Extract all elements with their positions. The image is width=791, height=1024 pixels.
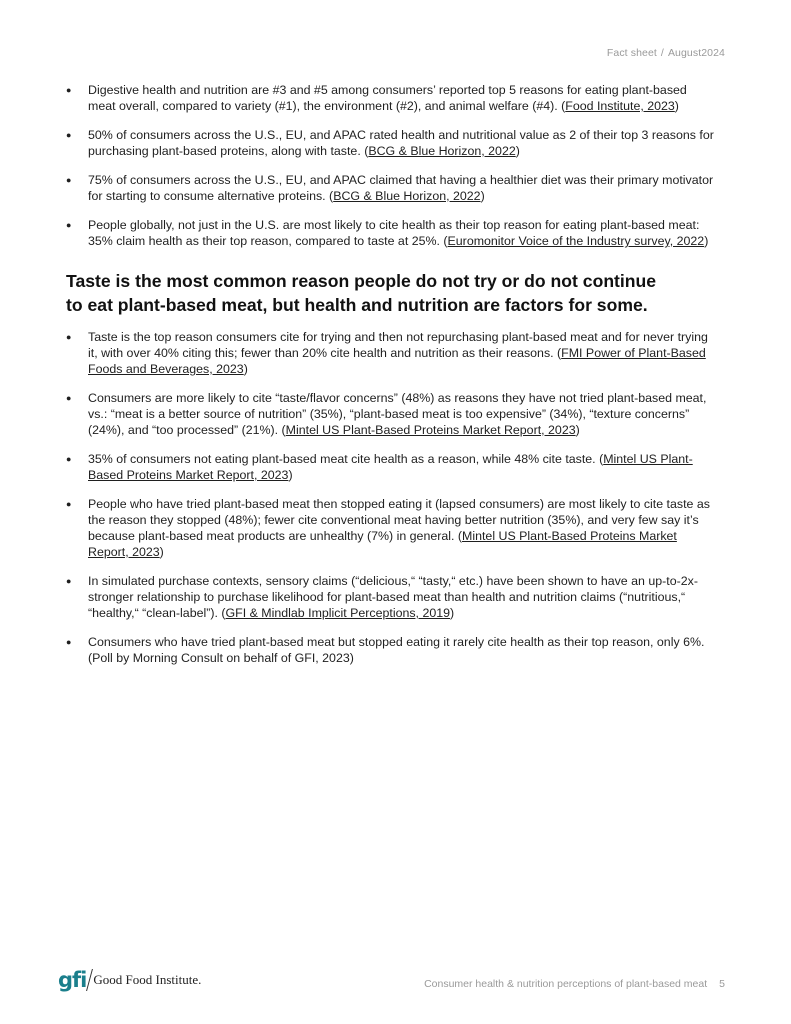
page-number: 5	[719, 978, 725, 990]
list-item	[66, 573, 716, 621]
header-separator: /	[660, 47, 664, 59]
list-item	[66, 127, 716, 159]
bullet-text: Digestive health and nutrition are #3 and #5 among consumers’ reported top 5 reasons for eating plant-based meat overall, compared to variety (#1), the environment (#2), and animal welfare (#4). (	[88, 83, 687, 113]
bullet-text: Taste is the top reason consumers cite for trying and then not repurchasing plant-based meat and for never trying it, with over 40% citing this; fewer than 20% cite health and nutrition as their reasons. (	[88, 330, 708, 360]
citation-link[interactable]: FMI Power of Plant-Based Foods and Beverages, 2023	[88, 346, 706, 376]
bullet-text: 35% of consumers not eating plant-based meat cite health as a reason, while 48% cite taste. (	[88, 452, 604, 466]
citation-link[interactable]: Food Institute, 2023	[565, 99, 675, 113]
header-meta	[607, 47, 725, 59]
doc-date: August2024	[667, 47, 725, 59]
bullet-text: People who have tried plant-based meat then stopped eating it (lapsed consumers) are most likely to cite taste as the reason they stopped (48%); fewer cite conventional meat having better nutrition (35%), and very few say it’s because plant-based meat products are unhealthy (7%) in general. (	[88, 497, 710, 543]
list-item	[66, 390, 716, 438]
bullet-tail: )	[575, 423, 580, 437]
citation-link[interactable]: Mintel US Plant-Based Proteins Market Report, 2023	[88, 452, 693, 482]
citation-link[interactable]: Euromonitor Voice of the Industry survey, 2022	[447, 234, 705, 248]
citation-link[interactable]: Mintel US Plant-Based Proteins Market Report, 2023	[88, 529, 677, 559]
bullet-tail: )	[159, 545, 164, 559]
doc-type: Fact sheet	[606, 47, 657, 59]
bullet-tail: )	[480, 189, 485, 203]
bullet-text: Consumers are more likely to cite “taste/flavor concerns” (48%) as reasons they have not tried plant-based meat, vs.: “meat is a better source of nutrition” (35%), “plant-based meat is too expensive” (34%), “texture concerns” (24%), and “too processed” (21%). (	[88, 391, 707, 437]
citation-link[interactable]: BCG & Blue Horizon, 2022	[368, 144, 516, 158]
citation-link[interactable]: BCG & Blue Horizon, 2022	[333, 189, 481, 203]
list-item	[66, 451, 716, 483]
report-title: Consumer health & nutrition perceptions of plant-based meat	[424, 978, 708, 990]
list-item	[66, 172, 716, 204]
list-item	[66, 217, 716, 249]
section1-list	[66, 82, 716, 249]
section2-list	[66, 329, 716, 666]
bullet-tail: )	[288, 468, 293, 482]
list-item	[66, 82, 716, 114]
bullet-tail: )	[515, 144, 520, 158]
bullet-tail: )	[704, 234, 709, 248]
gfi-logo-mark: gfi	[58, 968, 87, 992]
section-heading: Taste is the most common reason people do not try or do not continue to eat plant-based meat, but health and nutrition are factors for some.	[66, 271, 657, 315]
gfi-logo	[58, 968, 201, 992]
list-item	[66, 329, 716, 377]
bullet-tail: )	[674, 99, 679, 113]
bullet-text: In simulated purchase contexts, sensory claims (“delicious,“ “tasty,“ etc.) have been shown to have an up-to-2x-stronger relationship to purchase likelihood for plant-based meat than health and nutrition claims (“nutritious,“ “healthy,“ “clean-label”). (	[88, 574, 698, 620]
footer-meta	[424, 978, 725, 990]
list-item	[66, 496, 716, 560]
gfi-logo-text: Good Food Institute.	[93, 972, 202, 987]
page-content	[66, 82, 716, 679]
citation-link[interactable]: Mintel US Plant-Based Proteins Market Report, 2023	[285, 423, 576, 437]
list-item	[66, 634, 716, 666]
bullet-text: 50% of consumers across the U.S., EU, and APAC rated health and nutritional value as 2 of their top 3 reasons for purchasing plant-based proteins, along with taste. (	[88, 128, 714, 158]
bullet-tail: )	[243, 362, 248, 376]
bullet-text: People globally, not just in the U.S. are most likely to cite health as their top reason for eating plant-based meat: 35% claim health as their top reason, compared to taste at 25%. (	[88, 218, 700, 248]
bullet-text: Consumers who have tried plant-based meat but stopped eating it rarely cite health as their top reason, only 6%. (Poll by Morning Consult on behalf of GFI, 2023)	[88, 635, 705, 665]
citation-link[interactable]: GFI & Mindlab Implicit Perceptions, 2019	[225, 606, 451, 620]
logo-divider	[86, 969, 93, 991]
bullet-text: 75% of consumers across the U.S., EU, and APAC claimed that having a healthier diet was their primary motivator for starting to consume alternative proteins. (	[88, 173, 714, 203]
bullet-tail: )	[450, 606, 455, 620]
